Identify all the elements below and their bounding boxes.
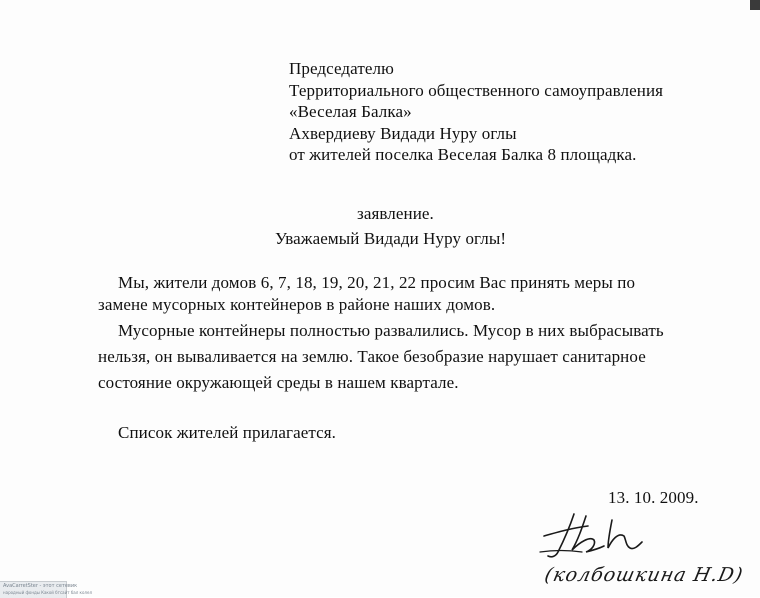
watermark-line-2: народный фонды Какой бтсайт бал колел (3, 590, 92, 595)
handwritten-signature (534, 506, 644, 562)
body-paragraph-1-line-1: Мы, жители домов 6, 7, 18, 19, 20, 21, 22 просим Вас принять меры по (118, 273, 636, 292)
body-paragraph-2-line-3: состояние окружающей среды в нашем квартале. (98, 373, 459, 392)
letter-date: 13. 10. 2009. (608, 488, 699, 507)
signer-name-text: (колбошкина Н.D) (542, 564, 746, 586)
signer-name-handwritten (542, 556, 760, 594)
addressee-line-organization: Территориального общественного самоуправления (289, 81, 664, 100)
addressee-line-locality: «Веселая Балка» (289, 102, 412, 121)
body-paragraph-2-line-1: Мусорные контейнеры полностью развалились. Мусор в них выбрасывать (118, 321, 664, 340)
body-paragraph-1-line-2: замене мусорных контейнеров в районе наших домов. (98, 295, 496, 314)
attachment-note: Список жителей прилагается. (118, 423, 337, 442)
document-heading: заявление. (357, 204, 434, 223)
scan-corner-mark (750, 0, 760, 10)
source-watermark (0, 581, 92, 598)
watermark-line-1: AvaCarretSter - этот сетевик (3, 583, 78, 589)
greeting-line: Уважаемый Видади Нуру оглы! (275, 229, 507, 248)
addressee-line-chairman: Председателю (289, 59, 394, 78)
addressee-line-sender: от жителей поселка Веселая Балка 8 площадка. (289, 145, 637, 164)
body-paragraph-2-line-2: нельзя, он вываливается на землю. Такое безобразие нарушает санитарное (98, 347, 646, 366)
addressee-line-name: Ахвердиеву Видади Нуру оглы (289, 124, 517, 143)
